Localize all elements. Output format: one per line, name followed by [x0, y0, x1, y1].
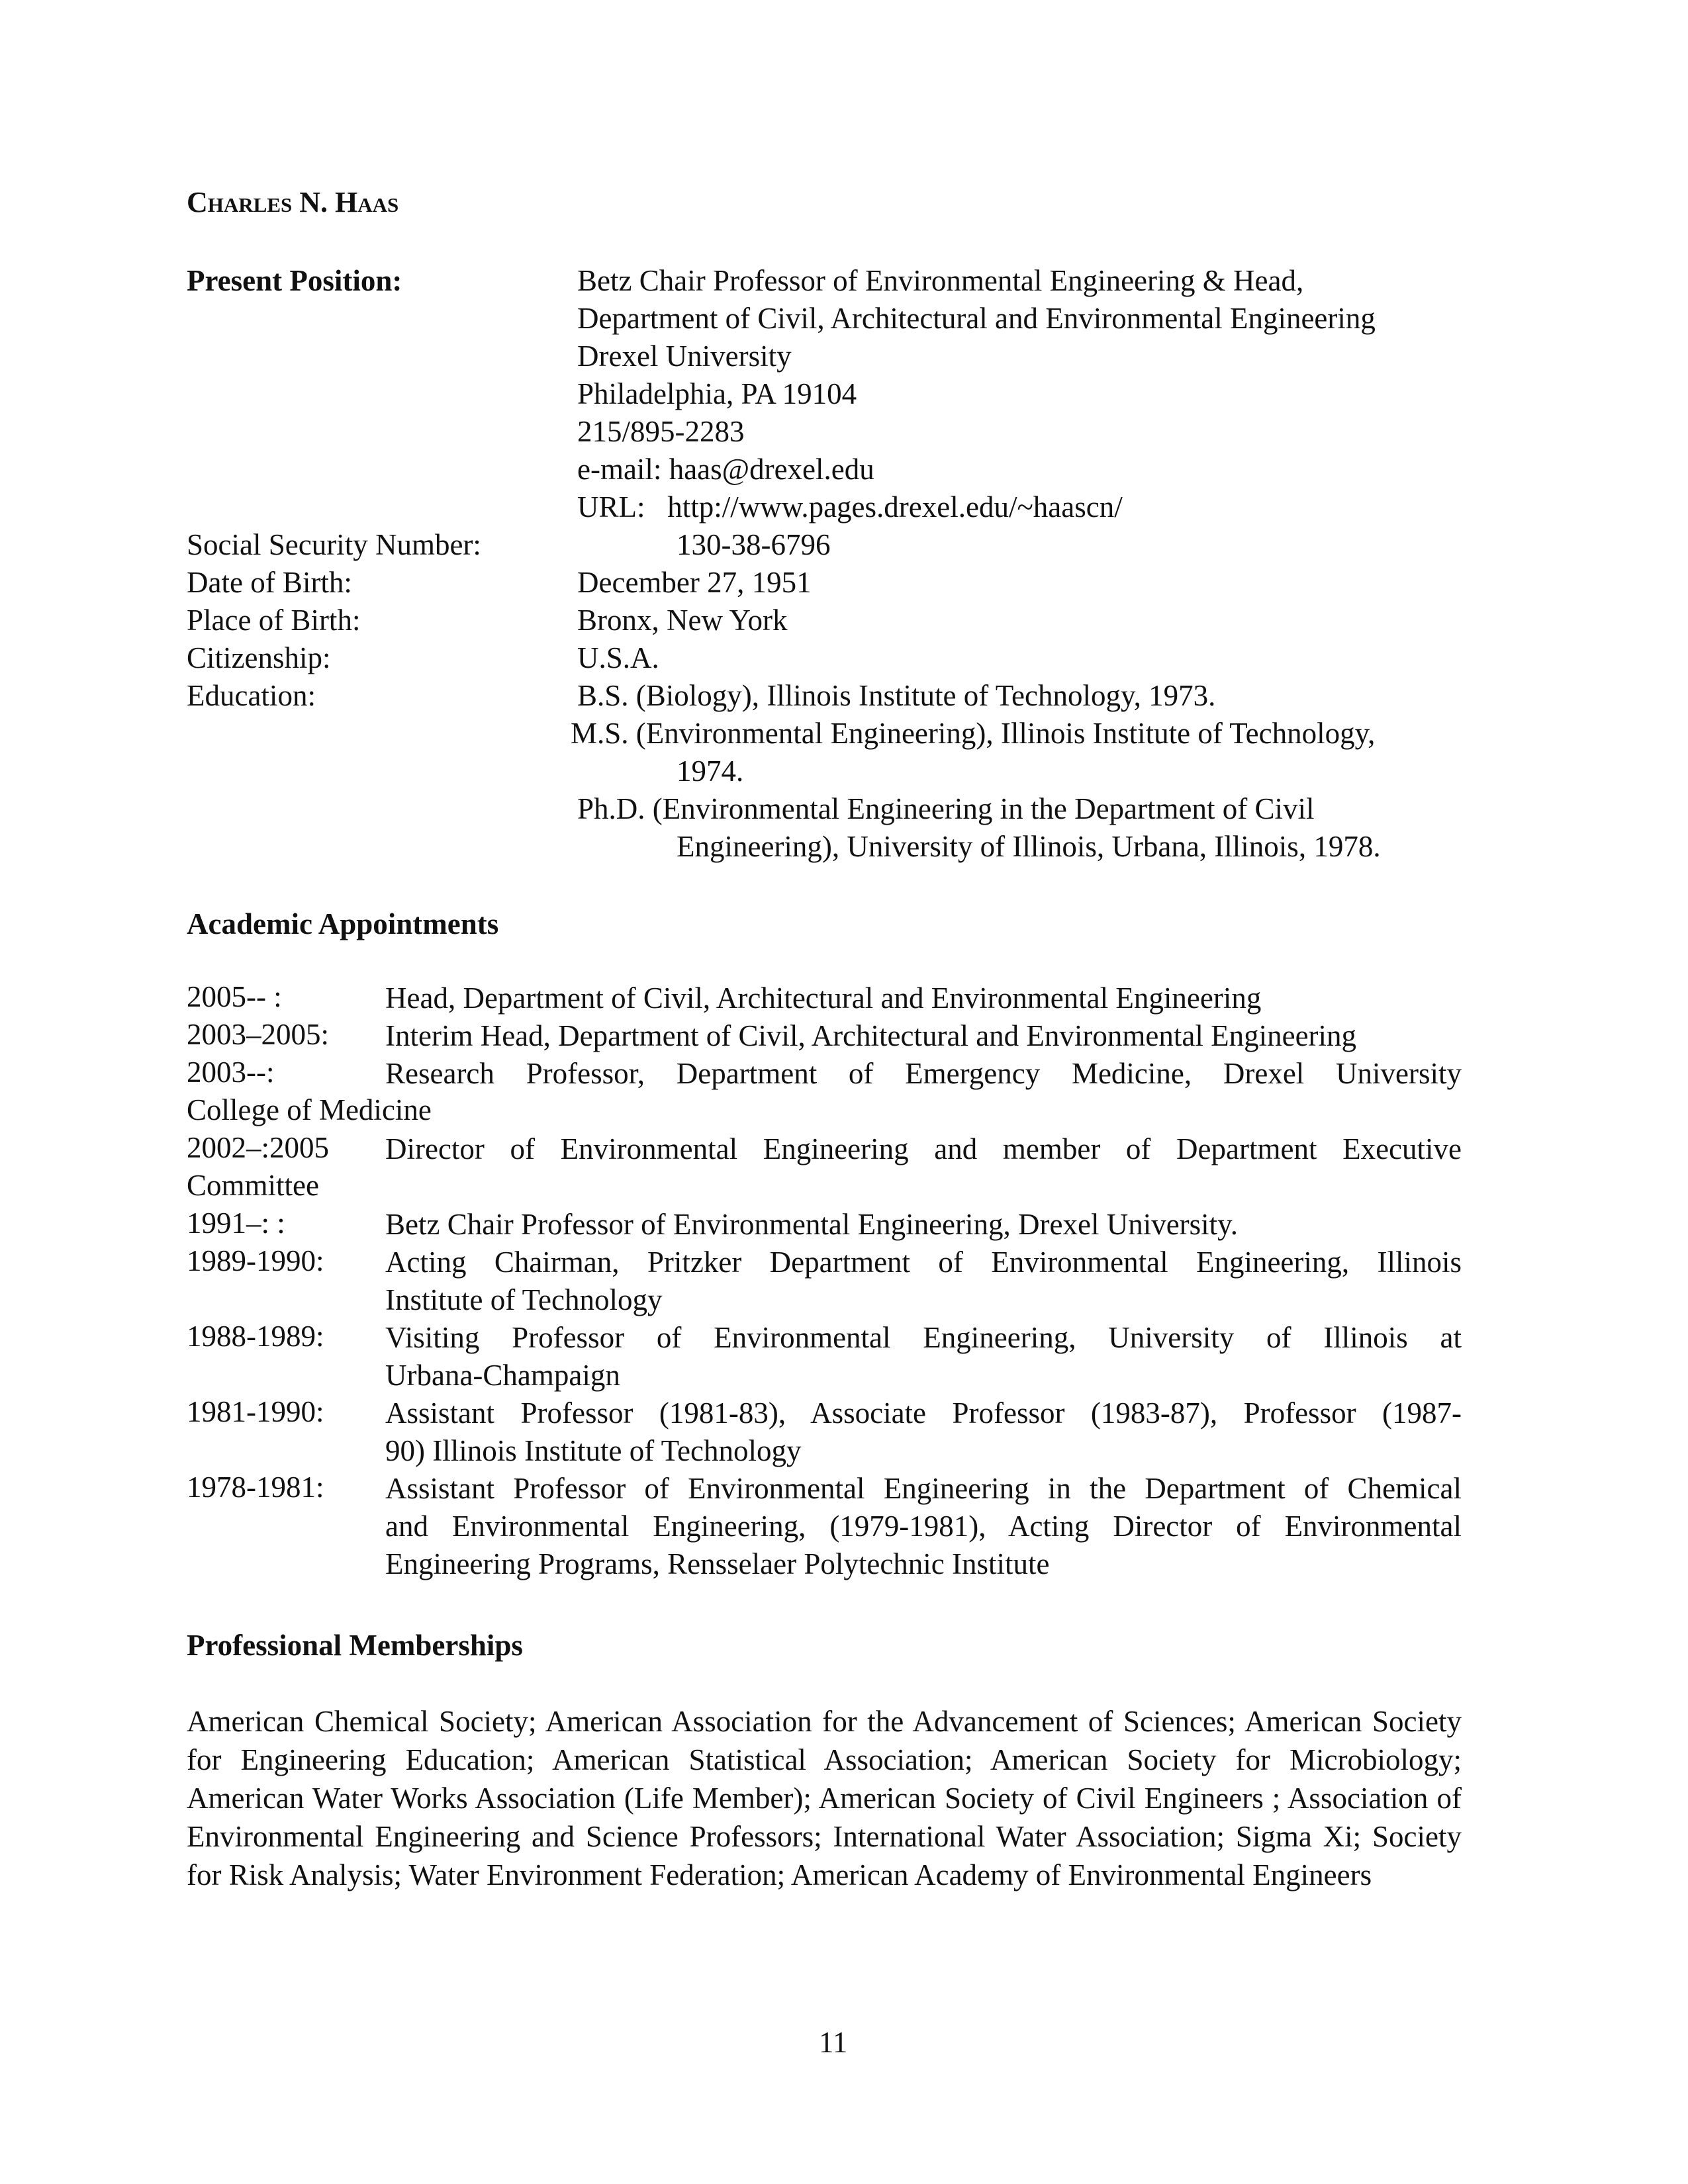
appt-desc-wrap: College of Medicine	[187, 1093, 432, 1126]
appt-years: 1991–: :	[187, 1206, 285, 1240]
appt-desc-wrap: Committee	[187, 1169, 319, 1202]
pob-value: Bronx, New York	[577, 604, 788, 637]
appt-desc: and Environmental Engineering, (1979-1981), Acting Director of Environmental	[385, 1510, 1462, 1543]
education-label: Education:	[187, 679, 316, 712]
appt-desc: Research Professor, Department of Emergency Medicine, Drexel University	[385, 1057, 1462, 1090]
appt-desc: Assistant Professor (1981-83), Associate Professor (1983-87), Professor (1987-	[385, 1396, 1462, 1430]
professional-memberships-heading: Professional Memberships	[187, 1629, 523, 1662]
pob-label: Place of Birth:	[187, 604, 361, 637]
citizenship-value: U.S.A.	[577, 641, 659, 674]
appt-years: 2002–:2005	[187, 1131, 330, 1164]
page-number: 11	[819, 2026, 848, 2059]
appt-desc: 90) Illinois Institute of Technology	[385, 1434, 802, 1467]
appt-years: 1989-1990:	[187, 1244, 324, 1277]
appt-years: 1981-1990:	[187, 1395, 324, 1428]
education-ms-year: 1974.	[677, 754, 744, 788]
dob-value: December 27, 1951	[577, 566, 812, 599]
appt-desc: Head, Department of Civil, Architectural and Environmental Engineering	[385, 981, 1262, 1015]
position-line: Betz Chair Professor of Environmental Engineering & Head,	[577, 264, 1304, 297]
position-line: e-mail: haas@drexel.edu	[577, 453, 874, 486]
position-line: 215/895-2283	[577, 415, 745, 448]
position-line: Philadelphia, PA 19104	[577, 377, 857, 410]
appt-desc: Director of Environmental Engineering and member of Department Executive	[385, 1132, 1462, 1165]
citizenship-label: Citizenship:	[187, 641, 331, 674]
present-position-label: Present Position:	[187, 264, 402, 297]
education-phd-cont: Engineering), University of Illinois, Urbana, Illinois, 1978.	[677, 830, 1381, 863]
appt-desc: Institute of Technology	[385, 1283, 663, 1316]
appt-years: 1978-1981:	[187, 1471, 324, 1504]
ssn-label: Social Security Number:	[187, 528, 481, 561]
academic-appointments-heading: Academic Appointments	[187, 907, 499, 940]
appt-desc: Visiting Professor of Environmental Engineering, University of Illinois at	[385, 1321, 1462, 1354]
appt-desc: Assistant Professor of Environmental Engineering in the Department of Chemical	[385, 1472, 1462, 1505]
memberships-paragraph: American Chemical Society; American Association for the Advancement of Sciences; American Society for Engineering Education; American Statistical Association; American Society for Microbiology; American Water Works Association (Life Member); American Society of Civil Engineers ; Association of Environmental Engineering and Science Professors; International Water Association; Sigma Xi; Society for Risk Analysis; Water Environment Federation; American Academy of Environmental Engineers	[187, 1705, 1462, 1891]
appt-years: 2003--:	[187, 1056, 275, 1089]
dob-label: Date of Birth:	[187, 566, 352, 599]
ssn-value: 130-38-6796	[677, 528, 831, 561]
position-line: URL: http://www.pages.drexel.edu/~haascn/	[577, 490, 1123, 523]
appt-desc: Engineering Programs, Rensselaer Polytechnic Institute	[385, 1547, 1050, 1580]
appt-years: 2003–2005:	[187, 1018, 330, 1051]
education-ms: M.S. (Environmental Engineering), Illinois Institute of Technology,	[571, 717, 1376, 750]
appt-years: 1988-1989:	[187, 1320, 324, 1353]
position-line: Drexel University	[577, 340, 792, 373]
appt-desc: Betz Chair Professor of Environmental Engineering, Drexel University.	[385, 1208, 1238, 1241]
education-bs: B.S. (Biology), Illinois Institute of Technology, 1973.	[577, 679, 1216, 712]
education-phd: Ph.D. (Environmental Engineering in the Department of Civil	[577, 792, 1315, 825]
appt-desc: Urbana-Champaign	[385, 1359, 620, 1392]
appt-desc: Interim Head, Department of Civil, Architectural and Environmental Engineering	[385, 1019, 1357, 1052]
position-line: Department of Civil, Architectural and Environmental Engineering	[577, 302, 1376, 335]
appt-years: 2005-- :	[187, 980, 282, 1013]
cv-name: Charles N. Haas	[187, 186, 399, 218]
appt-desc: Acting Chairman, Pritzker Department of Environmental Engineering, Illinois	[385, 1246, 1462, 1279]
